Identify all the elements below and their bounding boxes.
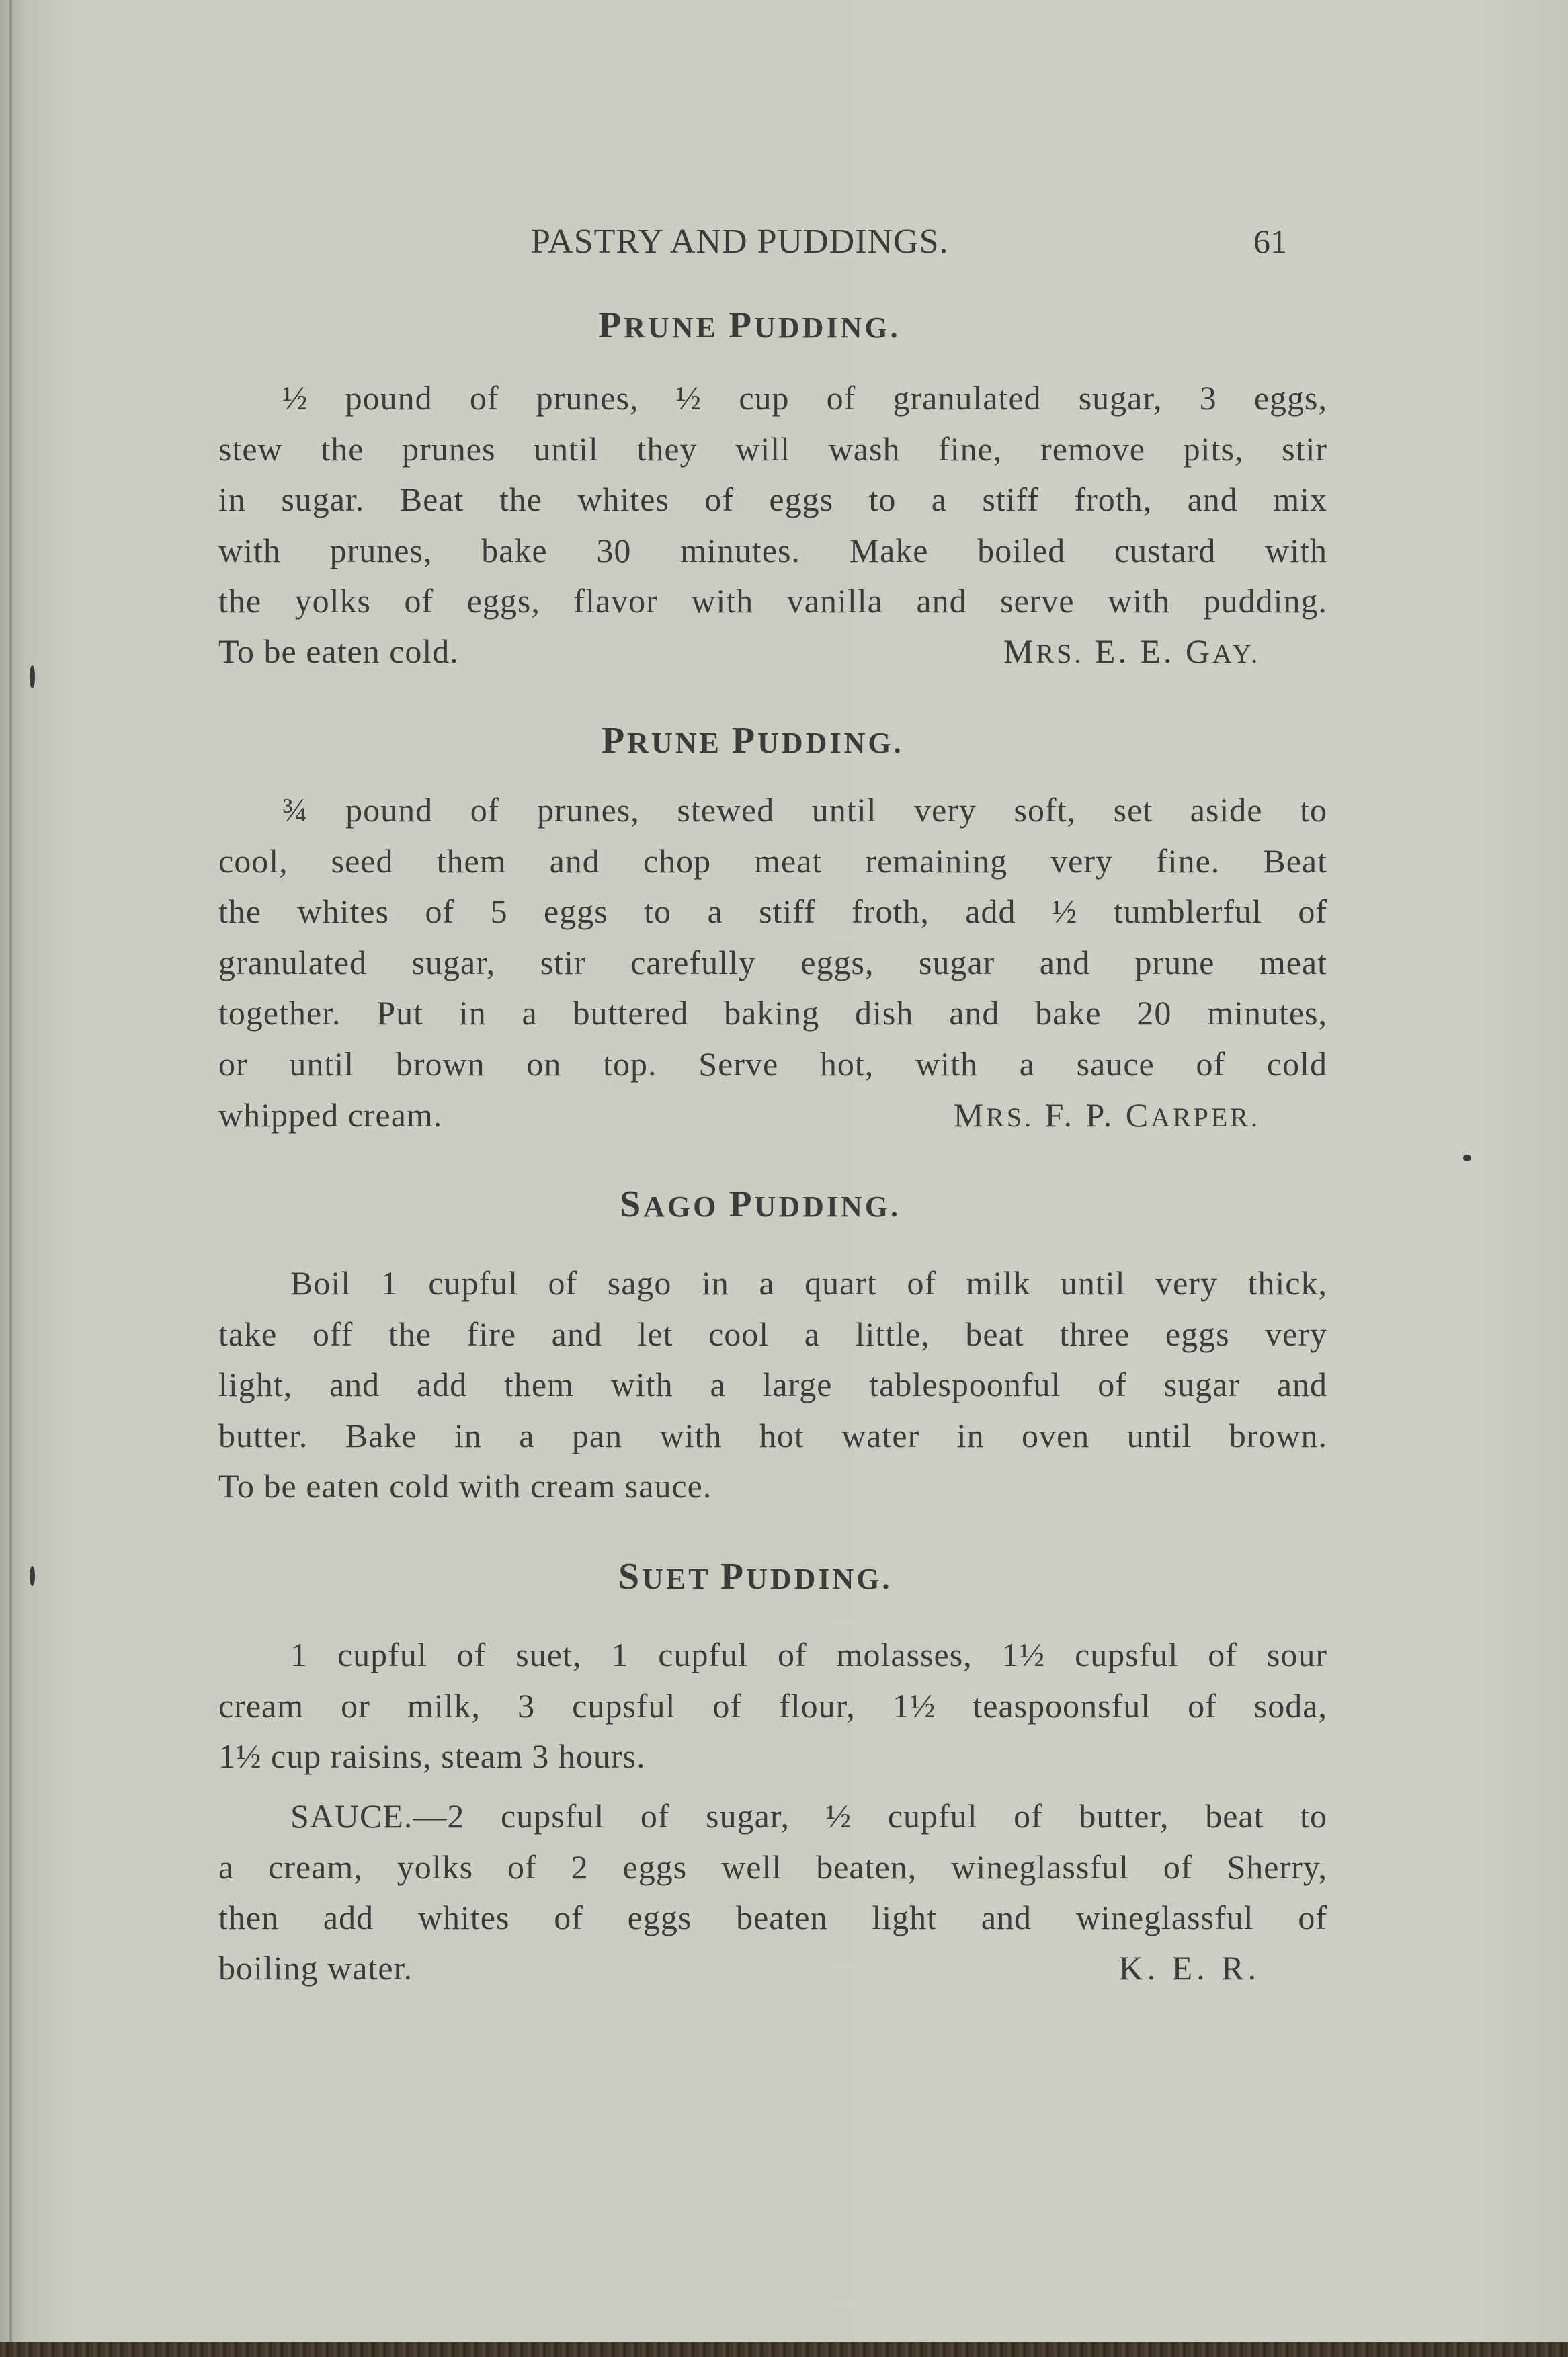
recipe-last-line: To be eaten cold with cream sauce. <box>218 1467 712 1505</box>
body-line: ½ pound of prunes, ½ cup of granulated sugar, 3 eggs, <box>282 379 1327 417</box>
ink-speck <box>30 665 35 688</box>
body-line: then add whites of eggs beaten light and wineglassful of <box>218 1899 1327 1936</box>
ink-speck <box>30 1566 35 1586</box>
body-line: with prunes, bake 30 minutes. Make boiled custard with <box>218 531 1327 569</box>
recipe-signature: MRS. F. P. CARPER. <box>953 1096 1260 1134</box>
recipe-title: SAGO PUDDING. <box>620 1184 901 1225</box>
body-line: Boil 1 cupful of sago in a quart of milk until very thick, <box>290 1264 1327 1302</box>
recipe-title: SUET PUDDING. <box>618 1556 893 1598</box>
body-line: the yolks of eggs, flavor with vanilla and serve with pudding. <box>218 582 1327 620</box>
body-line: stew the prunes until they will wash fine, remove pits, stir <box>218 429 1327 468</box>
body-line: SAUCE.—2 cupsful of sugar, ½ cupful of butter, beat to <box>290 1797 1327 1835</box>
recipe-last-line: 1½ cup raisins, steam 3 hours. <box>218 1737 646 1775</box>
body-line: a cream, yolks of 2 eggs well beaten, wineglassful of Sherry, <box>218 1848 1327 1886</box>
recipe-last-line: To be eaten cold. MRS. E. E. GAY. <box>218 626 1327 677</box>
body-line: 1 cupful of suet, 1 cupful of molasses, 1½ cupsful of sour <box>290 1636 1327 1673</box>
body-line: together. Put in a buttered baking dish and bake 20 minutes, <box>218 994 1327 1032</box>
running-header: PASTRY AND PUDDINGS. <box>531 222 949 261</box>
recipe-body <box>218 373 1327 627</box>
recipe-last-line: boiling water. K. E. R. <box>218 1943 1327 1994</box>
recipe-body <box>218 1258 1327 1461</box>
recipe-body <box>218 1630 1327 1731</box>
body-line: in sugar. Beat the whites of eggs to a stiff froth, and mix <box>218 481 1327 518</box>
body-line: cool, seed them and chop meat remaining very fine. Beat <box>218 841 1327 880</box>
recipe-body <box>218 785 1327 1089</box>
recipe-signature: MRS. E. E. GAY. <box>1003 632 1260 670</box>
page-number: 61 <box>1253 222 1287 260</box>
sauce-body <box>218 1791 1327 1944</box>
body-line: butter. Bake in a pan with hot water in oven until brown. <box>218 1416 1327 1454</box>
recipe-title: PRUNE PUDDING. <box>602 720 904 761</box>
body-line: or until brown on top. Serve hot, with a sauce of cold <box>218 1044 1327 1083</box>
recipe-title: PRUNE PUDDING. <box>598 304 901 346</box>
ink-speck <box>1463 1155 1471 1161</box>
body-line: cream or milk, 3 cupsful of flour, 1½ teaspoonsful of soda, <box>218 1686 1327 1725</box>
recipe-last-line: whipped cream. MRS. F. P. CARPER. <box>218 1090 1327 1141</box>
body-line: ¾ pound of prunes, stewed until very soft, set aside to <box>282 791 1327 829</box>
body-line: light, and add them with a large tablespoonful of sugar and <box>218 1366 1327 1403</box>
body-line: take off the fire and let cool a little, beat three eggs very <box>218 1315 1327 1353</box>
body-line: granulated sugar, stir carefully eggs, sugar and prune meat <box>218 943 1327 981</box>
body-line: the whites of 5 eggs to a stiff froth, add ½ tumblerful of <box>218 893 1327 930</box>
page-bottom-edge <box>0 2342 1568 2357</box>
recipe-signature: K. E. R. <box>1118 1949 1260 1987</box>
binding-edge <box>9 0 12 2357</box>
